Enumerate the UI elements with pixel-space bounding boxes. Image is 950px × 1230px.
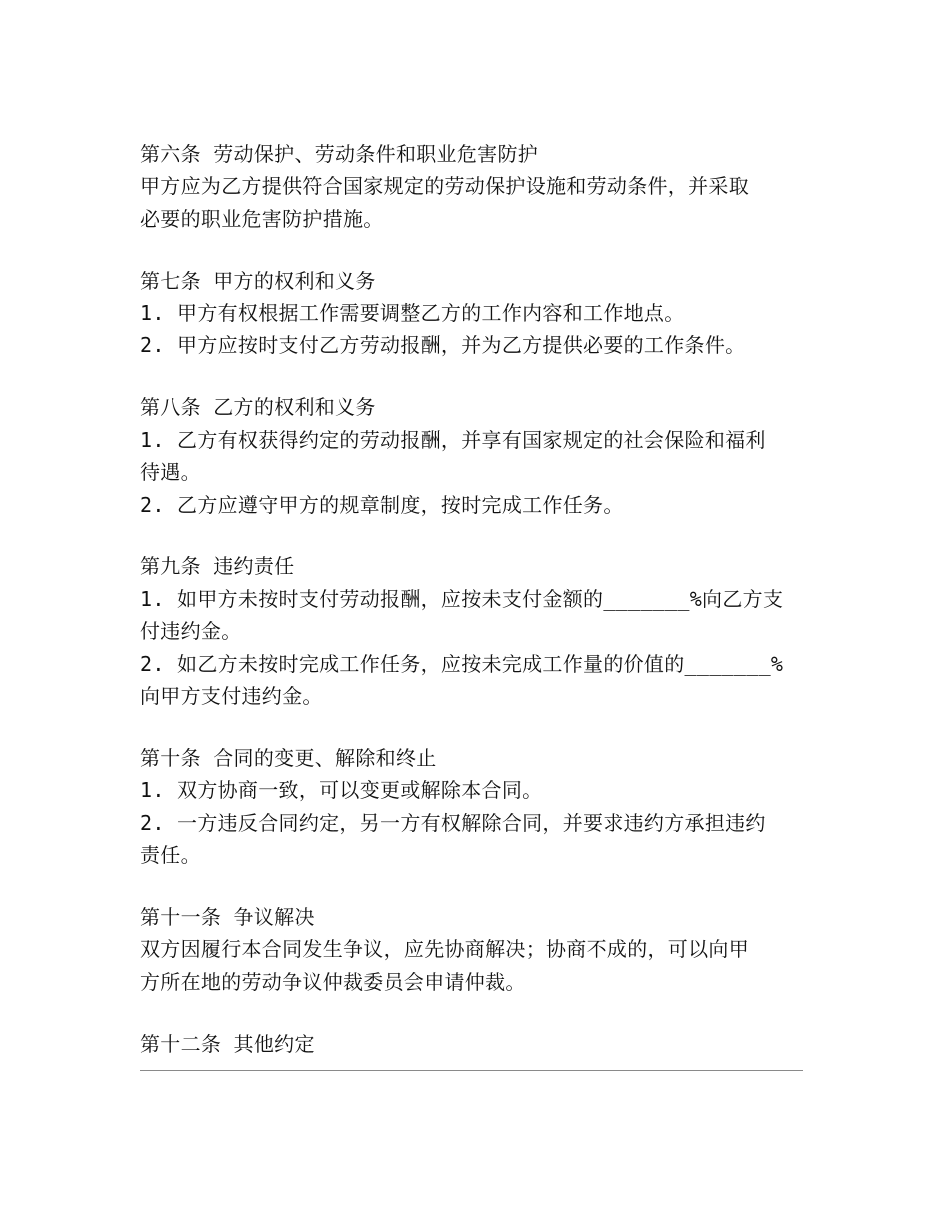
paragraph-line: 方所在地的劳动争议仲裁委员会申请仲裁。 xyxy=(140,969,526,994)
article-10 xyxy=(140,742,805,872)
clause-item: 1. 甲方有权根据工作需要调整乙方的工作内容和工作地点。 xyxy=(140,301,685,326)
paragraph-line: 双方因履行本合同发生争议，应先协商解决；协商不成的，可以向甲 xyxy=(140,937,749,962)
clause-item-continuation: 待遇。 xyxy=(140,460,201,485)
article-heading: 第十条 合同的变更、解除和终止 xyxy=(140,745,437,770)
clause-item: 2. 如乙方未按时完成工作任务，应按未完成工作量的价值的_______% xyxy=(140,651,784,676)
article-heading: 第十一条 争议解决 xyxy=(140,904,315,929)
article-7 xyxy=(140,265,805,362)
clause-item: 2. 一方违反合同约定，另一方有权解除合同，并要求违约方承担违约 xyxy=(140,810,766,835)
article-heading: 第七条 甲方的权利和义务 xyxy=(140,268,376,293)
article-heading: 第十二条 其他约定 xyxy=(140,1031,315,1056)
clause-item-continuation: 向甲方支付违约金。 xyxy=(140,683,323,708)
paragraph-line: 必要的职业危害防护措施。 xyxy=(140,206,384,231)
article-heading: 第九条 违约责任 xyxy=(140,554,295,579)
fill-in-blank-line xyxy=(140,1068,803,1071)
clause-item: 1. 乙方有权获得约定的劳动报酬，并享有国家规定的社会保险和福利 xyxy=(140,427,766,452)
clause-item: 1. 双方协商一致，可以变更或解除本合同。 xyxy=(140,778,543,803)
article-heading: 第六条 劳动保护、劳动条件和职业危害防护 xyxy=(140,142,539,166)
article-8 xyxy=(140,391,805,521)
contract-document xyxy=(140,138,805,1100)
article-9 xyxy=(140,550,805,712)
article-heading: 第八条 乙方的权利和义务 xyxy=(140,395,376,420)
paragraph-line: 甲方应为乙方提供符合国家规定的劳动保护设施和劳动条件，并采取 xyxy=(140,174,749,199)
clause-item-continuation: 责任。 xyxy=(140,843,201,868)
article-12 xyxy=(140,1028,805,1071)
article-11 xyxy=(140,901,805,998)
article-6 xyxy=(140,138,805,235)
clause-item: 1. 如甲方未按时支付劳动报酬，应按未支付金额的_______%向乙方支 xyxy=(140,586,784,611)
clause-item: 2. 甲方应按时支付乙方劳动报酬，并为乙方提供必要的工作条件。 xyxy=(140,333,746,358)
clause-item: 2. 乙方应遵守甲方的规章制度，按时完成工作任务。 xyxy=(140,492,624,517)
clause-item-continuation: 付违约金。 xyxy=(140,619,242,644)
